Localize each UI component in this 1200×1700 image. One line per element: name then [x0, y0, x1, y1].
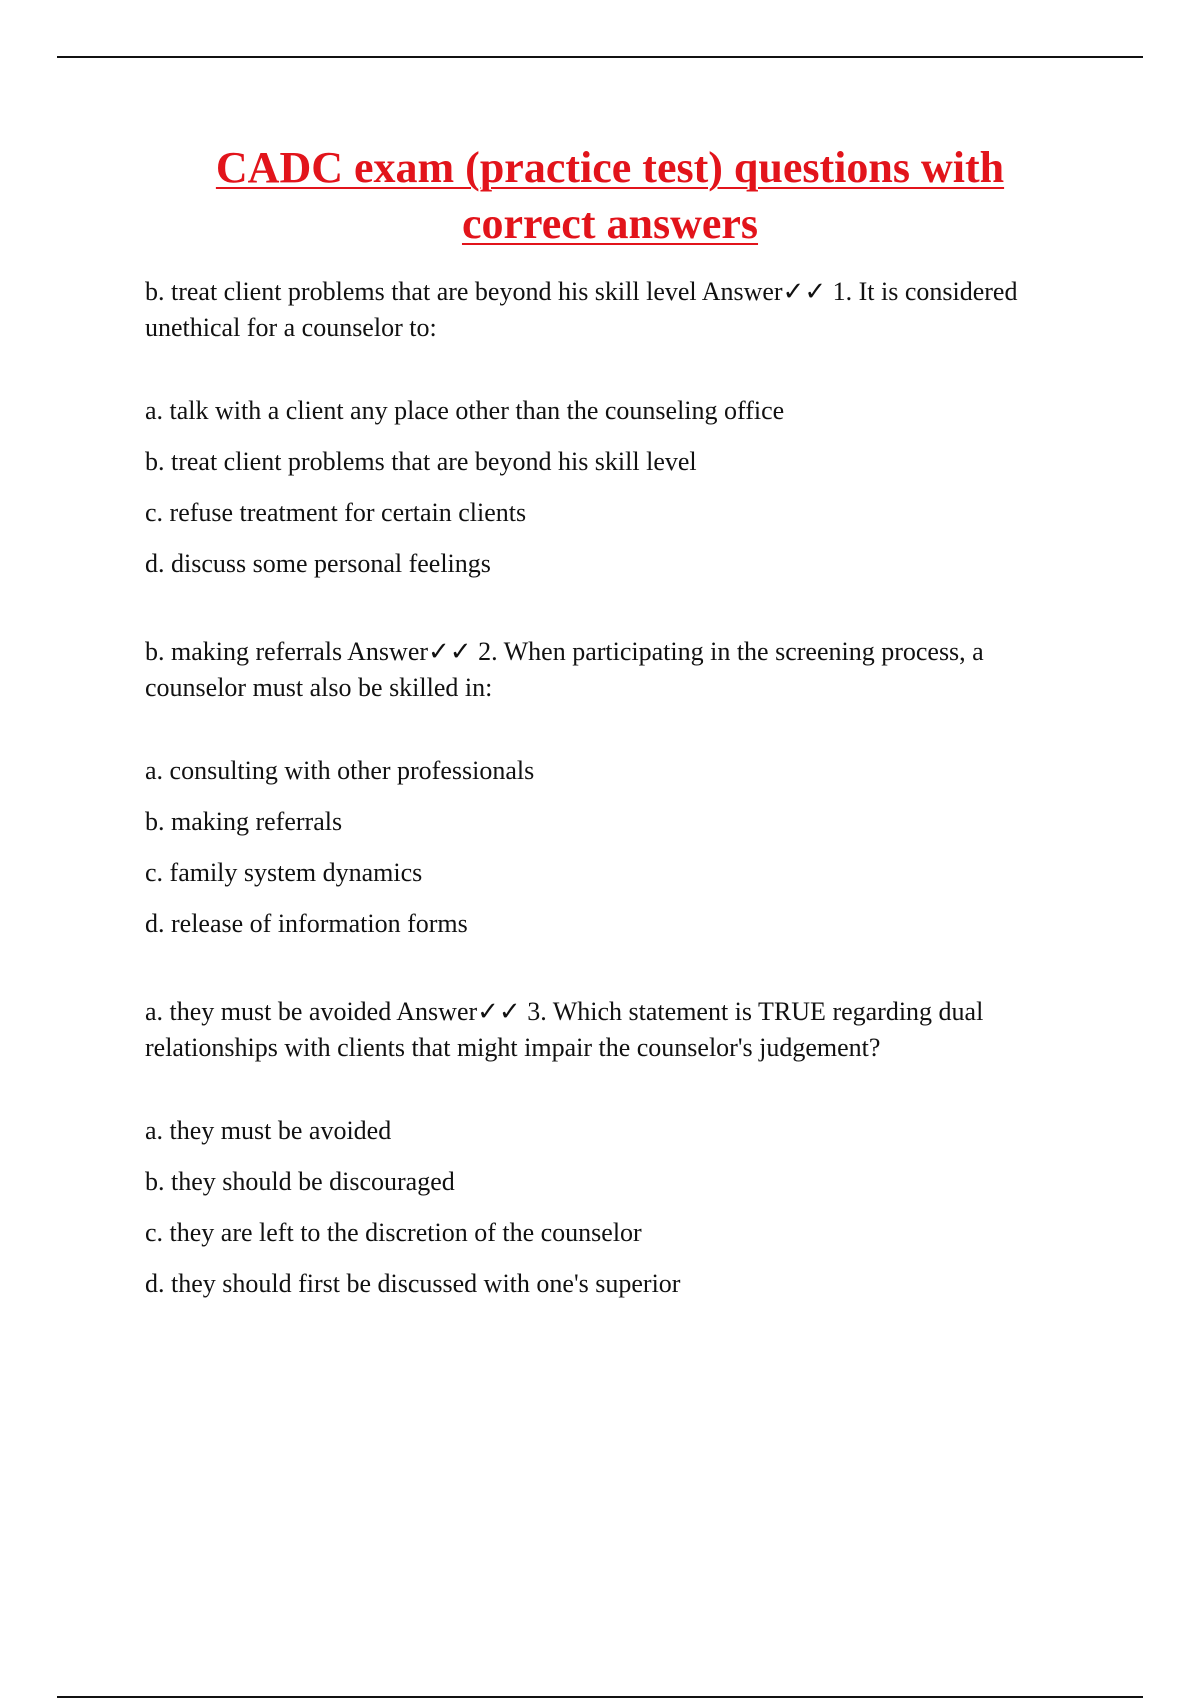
option-list: [145, 393, 1075, 582]
option-list: [145, 753, 1075, 942]
document-title: CADC exam (practice test) questions with correct answers: [215, 143, 1005, 248]
option-item: c. refuse treatment for certain clients: [145, 498, 527, 527]
document-body: [145, 140, 1075, 1354]
option-list: [145, 1113, 1075, 1302]
option-item: a. consulting with other professionals: [145, 756, 535, 785]
option-item: c. they are left to the discretion of the counselor: [145, 1218, 642, 1247]
question-text: b. treat client problems that are beyond his skill level Answer✓✓ 1. It is considered unethical for a counselor to:: [145, 277, 1018, 342]
option-item: c. family system dynamics: [145, 858, 423, 887]
footer-rule: [57, 1696, 1143, 1698]
option-item: a. talk with a client any place other than the counseling office: [145, 396, 785, 425]
option-item: b. making referrals: [145, 807, 343, 836]
question-1: [145, 274, 1075, 582]
option-item: d. they should first be discussed with one's superior: [145, 1269, 681, 1298]
question-2: [145, 634, 1075, 942]
question-3: [145, 994, 1075, 1302]
header-rule: [57, 56, 1143, 58]
option-item: a. they must be avoided: [145, 1116, 392, 1145]
question-text: a. they must be avoided Answer✓✓ 3. Which statement is TRUE regarding dual relationships with clients that might impair the counselor's judgement?: [145, 997, 984, 1062]
option-item: b. they should be discouraged: [145, 1167, 455, 1196]
option-item: d. discuss some personal feelings: [145, 549, 491, 578]
question-text: b. making referrals Answer✓✓ 2. When participating in the screening process, a counselor must also be skilled in:: [145, 637, 984, 702]
option-item: b. treat client problems that are beyond his skill level: [145, 447, 697, 476]
option-item: d. release of information forms: [145, 909, 468, 938]
